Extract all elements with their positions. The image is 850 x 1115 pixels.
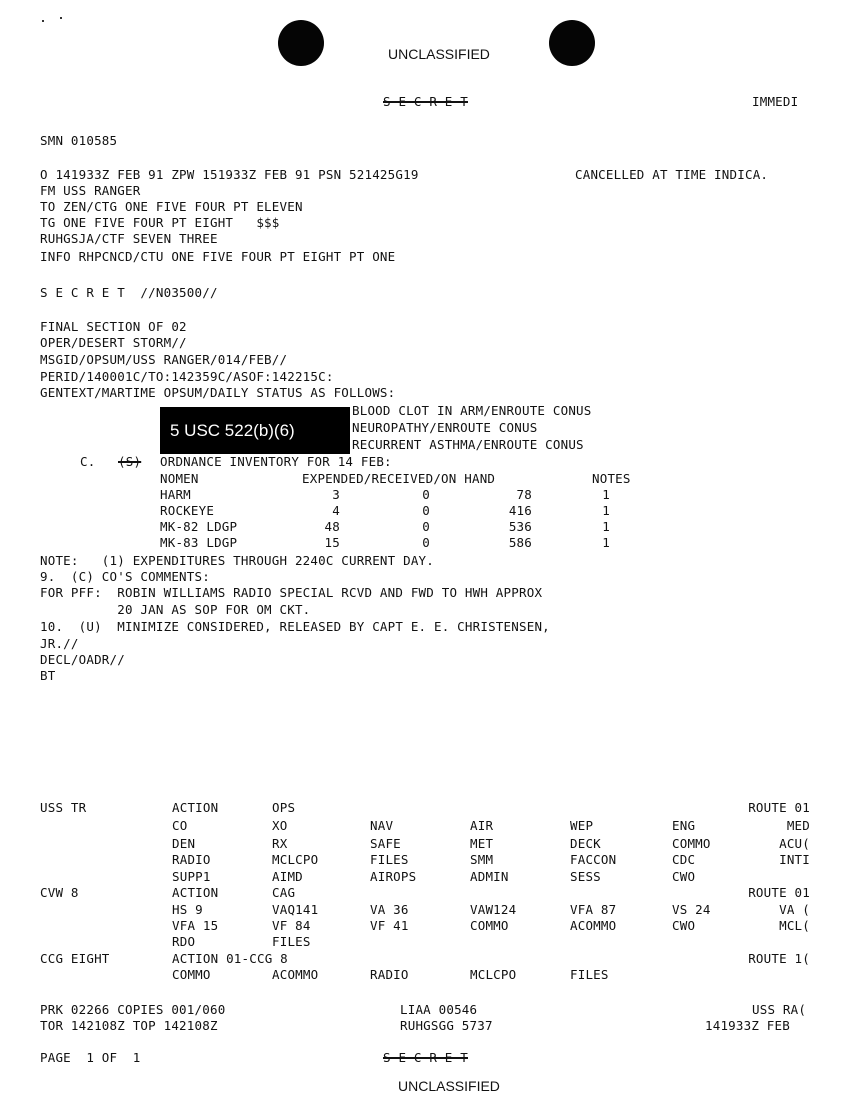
body-classification: S E C R E T //N03500// — [40, 285, 218, 300]
distribution-org: CCG EIGHT — [40, 951, 110, 966]
para-10: 10. (U) MINIMIZE CONSIDERED, RELEASED BY CAPT E. E. CHRISTENSEN, — [40, 619, 550, 634]
footer-tor: TOR 142108Z TOP 142108Z — [40, 1018, 218, 1033]
precedence: IMMEDI — [752, 94, 799, 109]
to-line-1: TO ZEN/CTG ONE FIVE FOUR PT ELEVEN — [40, 199, 303, 214]
distribution-cell: CDC — [672, 852, 696, 867]
table-cell-nomen: MK-82 LDGP — [160, 519, 238, 534]
table-cell-expended: 3 — [332, 487, 340, 502]
to-line-2: TG ONE FIVE FOUR PT EIGHT $$$ — [40, 215, 280, 230]
secret-mark-top: S E C R E T — [383, 94, 468, 109]
distribution-cell: ACOMMO — [570, 918, 617, 933]
bt-line: BT — [40, 668, 56, 683]
distribution-cell: NAV — [370, 818, 394, 833]
distribution-cell: VFA 15 — [172, 918, 219, 933]
distribution-cell: MCL( — [779, 918, 810, 933]
classification-top: UNCLASSIFIED — [388, 46, 490, 62]
table-cell-nomen: MK-83 LDGP — [160, 535, 238, 550]
distribution-cell: AIR — [470, 818, 494, 833]
distribution-cell: MET — [470, 836, 494, 851]
redaction-box — [160, 407, 350, 454]
punch-hole-right — [549, 20, 595, 66]
distribution-cell: COMMO — [172, 967, 211, 982]
from-line: FM USS RANGER — [40, 183, 141, 198]
distribution-cell: SAFE — [370, 836, 401, 851]
footer-liaa: LIAA 00546 — [400, 1002, 478, 1017]
table-cell-notes: 1 — [602, 503, 610, 518]
secret-mark-bottom: S E C R E T — [383, 1050, 468, 1065]
scan-speck — [60, 17, 62, 19]
distribution-org: USS TR — [40, 800, 87, 815]
table-cell-notes: 1 — [602, 487, 610, 502]
table-header-amounts: EXPENDED/RECEIVED/ON HAND — [302, 471, 496, 486]
distribution-cell: CAG — [272, 885, 296, 900]
footer-prk: PRK 02266 COPIES 001/060 — [40, 1002, 226, 1017]
pff-line-1: FOR PFF: ROBIN WILLIAMS RADIO SPECIAL RCVD AND FWD TO HWH APPROX — [40, 585, 543, 600]
distribution-cell: VF 84 — [272, 918, 311, 933]
distribution-cell: CO — [172, 818, 188, 833]
distribution-cell: VA ( — [779, 902, 810, 917]
info-line: INFO RHPCNCD/CTU ONE FIVE FOUR PT EIGHT PT ONE — [40, 249, 396, 264]
distribution-cell: ACTION — [172, 800, 219, 815]
distribution-cell: XO — [272, 818, 288, 833]
distribution-cell: HS 9 — [172, 902, 203, 917]
distribution-cell: VF 41 — [370, 918, 409, 933]
distribution-cell: SUPP1 — [172, 869, 211, 884]
punch-hole-left — [278, 20, 324, 66]
distribution-cell: ACOMMO — [272, 967, 319, 982]
distribution-cell: ACU( — [779, 836, 810, 851]
distribution-cell: RX — [272, 836, 288, 851]
table-cell-on-hand: 586 — [508, 535, 532, 550]
distribution-cell: ACTION 01-CCG 8 — [172, 951, 288, 966]
ordnance-struck-mark: (S) — [118, 454, 142, 469]
distribution-cell: OPS — [272, 800, 296, 815]
footer-ruhgsgg: RUHGSGG 5737 — [400, 1018, 493, 1033]
table-cell-on-hand: 536 — [508, 519, 532, 534]
table-header-nomen: NOMEN — [160, 471, 199, 486]
distribution-cell: RADIO — [370, 967, 409, 982]
distribution-cell: VAW124 — [470, 902, 517, 917]
msgid-line: MSGID/OPSUM/USS RANGER/014/FEB// — [40, 352, 288, 367]
distribution-cell: MED — [786, 818, 810, 833]
distribution-cell: AIROPS — [370, 869, 417, 884]
note-line: NOTE: (1) EXPENDITURES THROUGH 2240C CURRENT DAY. — [40, 553, 435, 568]
para-9: 9. (C) CO'S COMMENTS: — [40, 569, 210, 584]
footer-dtg: 141933Z FEB — [705, 1018, 790, 1033]
table-header-notes: NOTES — [592, 471, 631, 486]
distribution-cell: COMMO — [470, 918, 509, 933]
page-number: PAGE 1 OF 1 — [40, 1050, 141, 1065]
table-cell-on-hand: 78 — [516, 487, 532, 502]
distribution-cell: VS 24 — [672, 902, 711, 917]
distribution-cell: ROUTE 01 — [748, 800, 810, 815]
table-cell-expended: 48 — [324, 519, 340, 534]
distribution-cell: VA 36 — [370, 902, 409, 917]
distribution-cell: ACTION — [172, 885, 219, 900]
pff-line-2: 20 JAN AS SOP FOR OM CKT. — [40, 602, 311, 617]
to-line-3: RUHGSJA/CTF SEVEN THREE — [40, 231, 218, 246]
table-cell-nomen: ROCKEYE — [160, 503, 215, 518]
distribution-cell: ROUTE 01 — [748, 885, 810, 900]
distribution-cell: RDO — [172, 934, 196, 949]
table-cell-notes: 1 — [602, 519, 610, 534]
distribution-cell: ADMIN — [470, 869, 509, 884]
distribution-cell: INTI — [779, 852, 810, 867]
ssn-number: SMN 010585 — [40, 133, 118, 148]
medical-line-2: NEUROPATHY/ENROUTE CONUS — [352, 420, 538, 435]
distribution-cell: FILES — [370, 852, 409, 867]
table-cell-notes: 1 — [602, 535, 610, 550]
distribution-cell: DECK — [570, 836, 601, 851]
table-cell-expended: 15 — [324, 535, 340, 550]
distribution-cell: FILES — [570, 967, 609, 982]
distribution-cell: CWO — [672, 869, 696, 884]
dtg-line: O 141933Z FEB 91 ZPW 151933Z FEB 91 PSN 521425G19 — [40, 167, 419, 182]
distribution-cell: VFA 87 — [570, 902, 617, 917]
gentext-line: GENTEXT/MARTIME OPSUM/DAILY STATUS AS FOLLOWS: — [40, 385, 396, 400]
table-cell-received: 0 — [422, 519, 430, 534]
distribution-cell: FACCON — [570, 852, 617, 867]
distribution-cell: CWO — [672, 918, 696, 933]
distribution-cell: SMM — [470, 852, 494, 867]
cancelled-note: CANCELLED AT TIME INDICA. — [575, 167, 769, 182]
table-cell-received: 0 — [422, 503, 430, 518]
distribution-cell: COMMO — [672, 836, 711, 851]
jr-line: JR.// — [40, 636, 79, 651]
redaction-label: 5 USC 522(b)(6) — [170, 420, 295, 440]
table-cell-nomen: HARM — [160, 487, 191, 502]
classification-bottom: UNCLASSIFIED — [398, 1078, 500, 1094]
distribution-cell: MCLCPO — [470, 967, 517, 982]
distribution-cell: VAQ141 — [272, 902, 319, 917]
scan-speck — [42, 20, 44, 22]
oper-line: OPER/DESERT STORM// — [40, 335, 187, 350]
distribution-cell: AIMD — [272, 869, 303, 884]
distribution-org: CVW 8 — [40, 885, 79, 900]
perid-line: PERID/140001C/TO:142359C/ASOF:142215C: — [40, 369, 334, 384]
table-cell-expended: 4 — [332, 503, 340, 518]
distribution-cell: ENG — [672, 818, 696, 833]
table-cell-on-hand: 416 — [508, 503, 532, 518]
ordnance-title: ORDNANCE INVENTORY FOR 14 FEB: — [160, 454, 392, 469]
ordnance-prefix: C. — [80, 454, 96, 469]
distribution-cell: MCLCPO — [272, 852, 319, 867]
distribution-cell: ROUTE 1( — [748, 951, 810, 966]
medical-line-1: BLOOD CLOT IN ARM/ENROUTE CONUS — [352, 403, 592, 418]
section-line: FINAL SECTION OF 02 — [40, 319, 187, 334]
distribution-cell: DEN — [172, 836, 196, 851]
distribution-cell: RADIO — [172, 852, 211, 867]
medical-line-3: RECURRENT ASTHMA/ENROUTE CONUS — [352, 437, 584, 452]
table-cell-received: 0 — [422, 487, 430, 502]
distribution-cell: WEP — [570, 818, 594, 833]
decl-line: DECL/OADR// — [40, 652, 125, 667]
table-cell-received: 0 — [422, 535, 430, 550]
footer-uss: USS RA( — [752, 1002, 807, 1017]
distribution-cell: SESS — [570, 869, 601, 884]
distribution-cell: FILES — [272, 934, 311, 949]
